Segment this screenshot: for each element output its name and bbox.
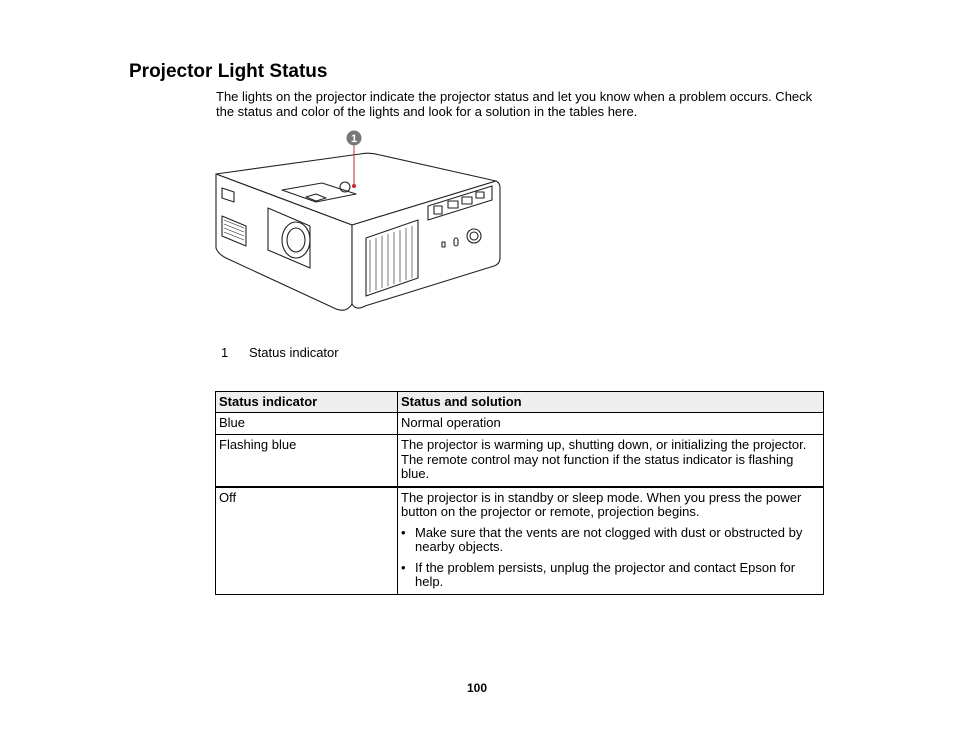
list-item <box>401 526 819 555</box>
solution-cell <box>398 487 824 595</box>
solution-cell: Normal operation <box>398 412 824 435</box>
indicator-cell: Blue <box>216 412 398 435</box>
table-header-row <box>216 392 824 413</box>
callout-number: 1 <box>221 345 229 360</box>
header-status-indicator: Status indicator <box>216 392 398 413</box>
page-number: 100 <box>466 681 488 695</box>
indicator-cell: Off <box>216 487 398 595</box>
solution-bullets <box>401 526 819 590</box>
callout-label: Status indicator <box>249 345 339 360</box>
solution-cell: The projector is warming up, shutting down, or initializing the projector. The remote control may not function if the status indicator is flashing blue. <box>398 435 824 487</box>
callout-marker-number: 1 <box>350 133 358 145</box>
table-row <box>216 435 824 487</box>
table-row <box>216 412 824 435</box>
bullet-text: If the problem persists, unplug the projector and contact Epson for help. <box>415 559 796 589</box>
projector-illustration <box>210 128 510 318</box>
intro-paragraph: The lights on the projector indicate the projector status and let you know when a problem occurs. Check the status and color of the lights and look for a solution in the tables here. <box>216 89 813 119</box>
indicator-cell: Flashing blue <box>216 435 398 487</box>
table-row <box>216 487 824 595</box>
header-status-solution: Status and solution <box>398 392 824 413</box>
solution-text: The projector is in standby or sleep mode. When you press the power button on the projector or remote, projection begins. <box>401 489 802 519</box>
page-title: Projector Light Status <box>129 61 328 82</box>
bullet-icon: • <box>401 559 406 575</box>
bullet-text: Make sure that the vents are not clogged with dust or obstructed by nearby objects. <box>415 524 803 554</box>
bullet-icon: • <box>401 524 406 540</box>
status-table <box>215 391 824 595</box>
list-item <box>401 561 819 590</box>
